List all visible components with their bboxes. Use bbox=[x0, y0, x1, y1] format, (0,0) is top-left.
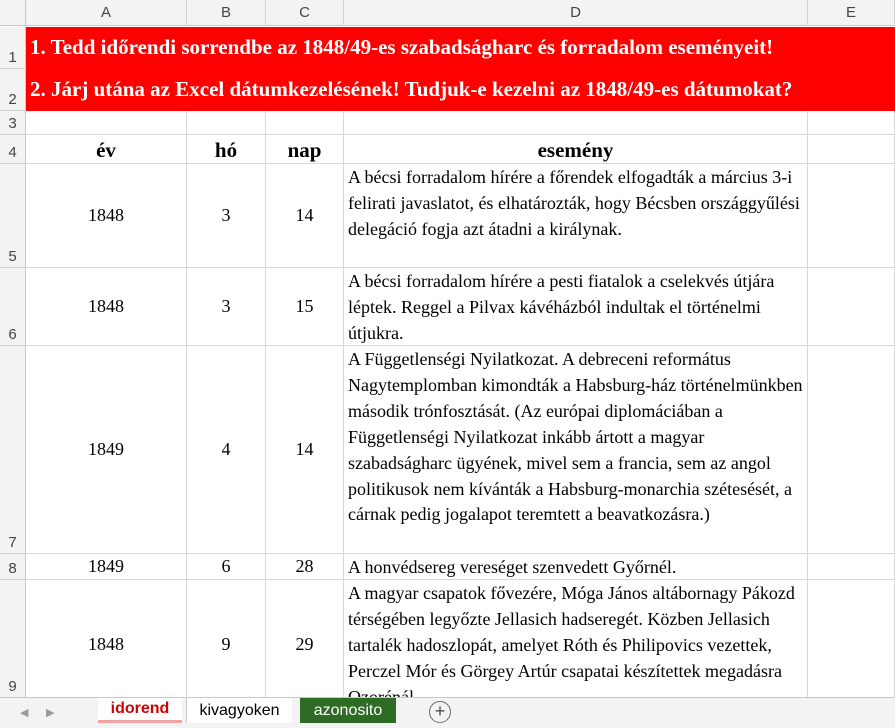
header-event-cell[interactable]: esemény bbox=[344, 135, 808, 164]
sheet-tab-kivagyoken[interactable]: kivagyoken bbox=[186, 698, 292, 723]
cell-e6[interactable] bbox=[808, 268, 895, 346]
day-cell[interactable]: 15 bbox=[266, 268, 344, 346]
cell-e3[interactable] bbox=[808, 111, 895, 135]
column-header-e[interactable]: E bbox=[808, 0, 895, 26]
month-cell[interactable]: 6 bbox=[187, 554, 266, 580]
year-cell[interactable]: 1849 bbox=[26, 554, 187, 580]
row-header-2[interactable]: 2 bbox=[0, 69, 26, 111]
year-cell[interactable]: 1848 bbox=[26, 164, 187, 268]
add-sheet-icon[interactable]: + bbox=[429, 701, 451, 723]
day-cell[interactable]: 29 bbox=[266, 580, 344, 710]
month-cell[interactable]: 3 bbox=[187, 164, 266, 268]
sheet-tab-bar bbox=[0, 697, 895, 728]
event-cell[interactable]: A Függetlenségi Nyilatkozat. A debreceni református Nagytemplomban kimondták a Habsburg-ház történelmünkben második trónfosztását. (Az európai diplomáciában a Függetlenségi Nyilatkozat inkább ártott a magyar szabadságharc ügyének, mivel sem a francia, sem az angol politikusok nem kívánták a Habsburg-monarchia szétesését, a cárnak pedig jogalapot teremtett a beavatkozásra.) bbox=[344, 346, 808, 554]
cell-a3[interactable] bbox=[26, 111, 187, 135]
cell-c3[interactable] bbox=[266, 111, 344, 135]
cell-e5[interactable] bbox=[808, 164, 895, 268]
column-header-c[interactable]: C bbox=[266, 0, 344, 26]
row-header-7[interactable]: 7 bbox=[0, 346, 26, 554]
year-cell[interactable]: 1849 bbox=[26, 346, 187, 554]
month-cell[interactable]: 4 bbox=[187, 346, 266, 554]
sheet-tab-idorend[interactable]: idorend bbox=[98, 698, 182, 723]
row-header-5[interactable]: 5 bbox=[0, 164, 26, 268]
tab-scroll-right-icon[interactable]: ▶ bbox=[46, 707, 55, 719]
cell-d3[interactable] bbox=[344, 111, 808, 135]
event-cell[interactable]: A bécsi forradalom hírére a pesti fiatalok a cselekvés útjára léptek. Reggel a Pilvax kávéházból indultak el történelmi útjukra. bbox=[344, 268, 808, 346]
column-header-d[interactable]: D bbox=[344, 0, 808, 26]
cell-e8[interactable] bbox=[808, 554, 895, 580]
event-cell[interactable]: A magyar csapatok fővezére, Móga János altábornagy Pákozd térségében legyőzte Jellasich hadseregét. Közben Jellasich tartalék hadoszlopát, amelyet Róth és Philipovics vezettek, Perczel Mór és Görgey Artúr csapatai készítettek megadásra bbox=[344, 580, 808, 710]
cell-e9[interactable] bbox=[808, 580, 895, 710]
year-cell[interactable]: 1848 bbox=[26, 268, 187, 346]
instruction-banner[interactable] bbox=[26, 27, 895, 111]
day-cell[interactable]: 14 bbox=[266, 346, 344, 554]
cell-b3[interactable] bbox=[187, 111, 266, 135]
row-header-9[interactable]: 9 bbox=[0, 580, 26, 698]
row-header-1[interactable]: 1 bbox=[0, 27, 26, 69]
column-header-a[interactable]: A bbox=[26, 0, 187, 26]
instruction-line-1: 1. Tedd időrendi sorrendbe az 1848/49-es szabadságharc és forradalom eseményeit! bbox=[30, 35, 774, 59]
cell-e4[interactable] bbox=[808, 135, 895, 164]
month-cell[interactable]: 3 bbox=[187, 268, 266, 346]
sheet-tab-azonosito[interactable]: azonosito bbox=[300, 698, 396, 723]
day-cell[interactable]: 28 bbox=[266, 554, 344, 580]
month-cell[interactable]: 9 bbox=[187, 580, 266, 710]
cell-e7[interactable] bbox=[808, 346, 895, 554]
tab-scroll-left-icon[interactable]: ◀ bbox=[20, 707, 29, 719]
event-cell[interactable]: A honvédsereg vereséget szenvedett Győrnél. bbox=[344, 554, 808, 580]
row-header-4[interactable]: 4 bbox=[0, 135, 26, 164]
event-cell[interactable]: A bécsi forradalom hírére a főrendek elfogadták a március 3-i felirati javaslatot, és elhatározták, hogy Bécsben országgyűlési delegáció fogja azt átadni a királynak. bbox=[344, 164, 808, 268]
select-all-corner[interactable] bbox=[0, 0, 26, 26]
row-header-3[interactable]: 3 bbox=[0, 111, 26, 135]
row-header-6[interactable]: 6 bbox=[0, 268, 26, 346]
column-header-b[interactable]: B bbox=[187, 0, 266, 26]
header-month-cell[interactable]: hó bbox=[187, 135, 266, 164]
year-cell[interactable]: 1848 bbox=[26, 580, 187, 710]
day-cell[interactable]: 14 bbox=[266, 164, 344, 268]
row-header-8[interactable]: 8 bbox=[0, 554, 26, 580]
instruction-line-2: 2. Járj utána az Excel dátumkezelésének! Tudjuk-e kezelni az 1848/49-es dátumokat? bbox=[30, 77, 793, 101]
header-year-cell[interactable]: év bbox=[26, 135, 187, 164]
header-day-cell[interactable]: nap bbox=[266, 135, 344, 164]
